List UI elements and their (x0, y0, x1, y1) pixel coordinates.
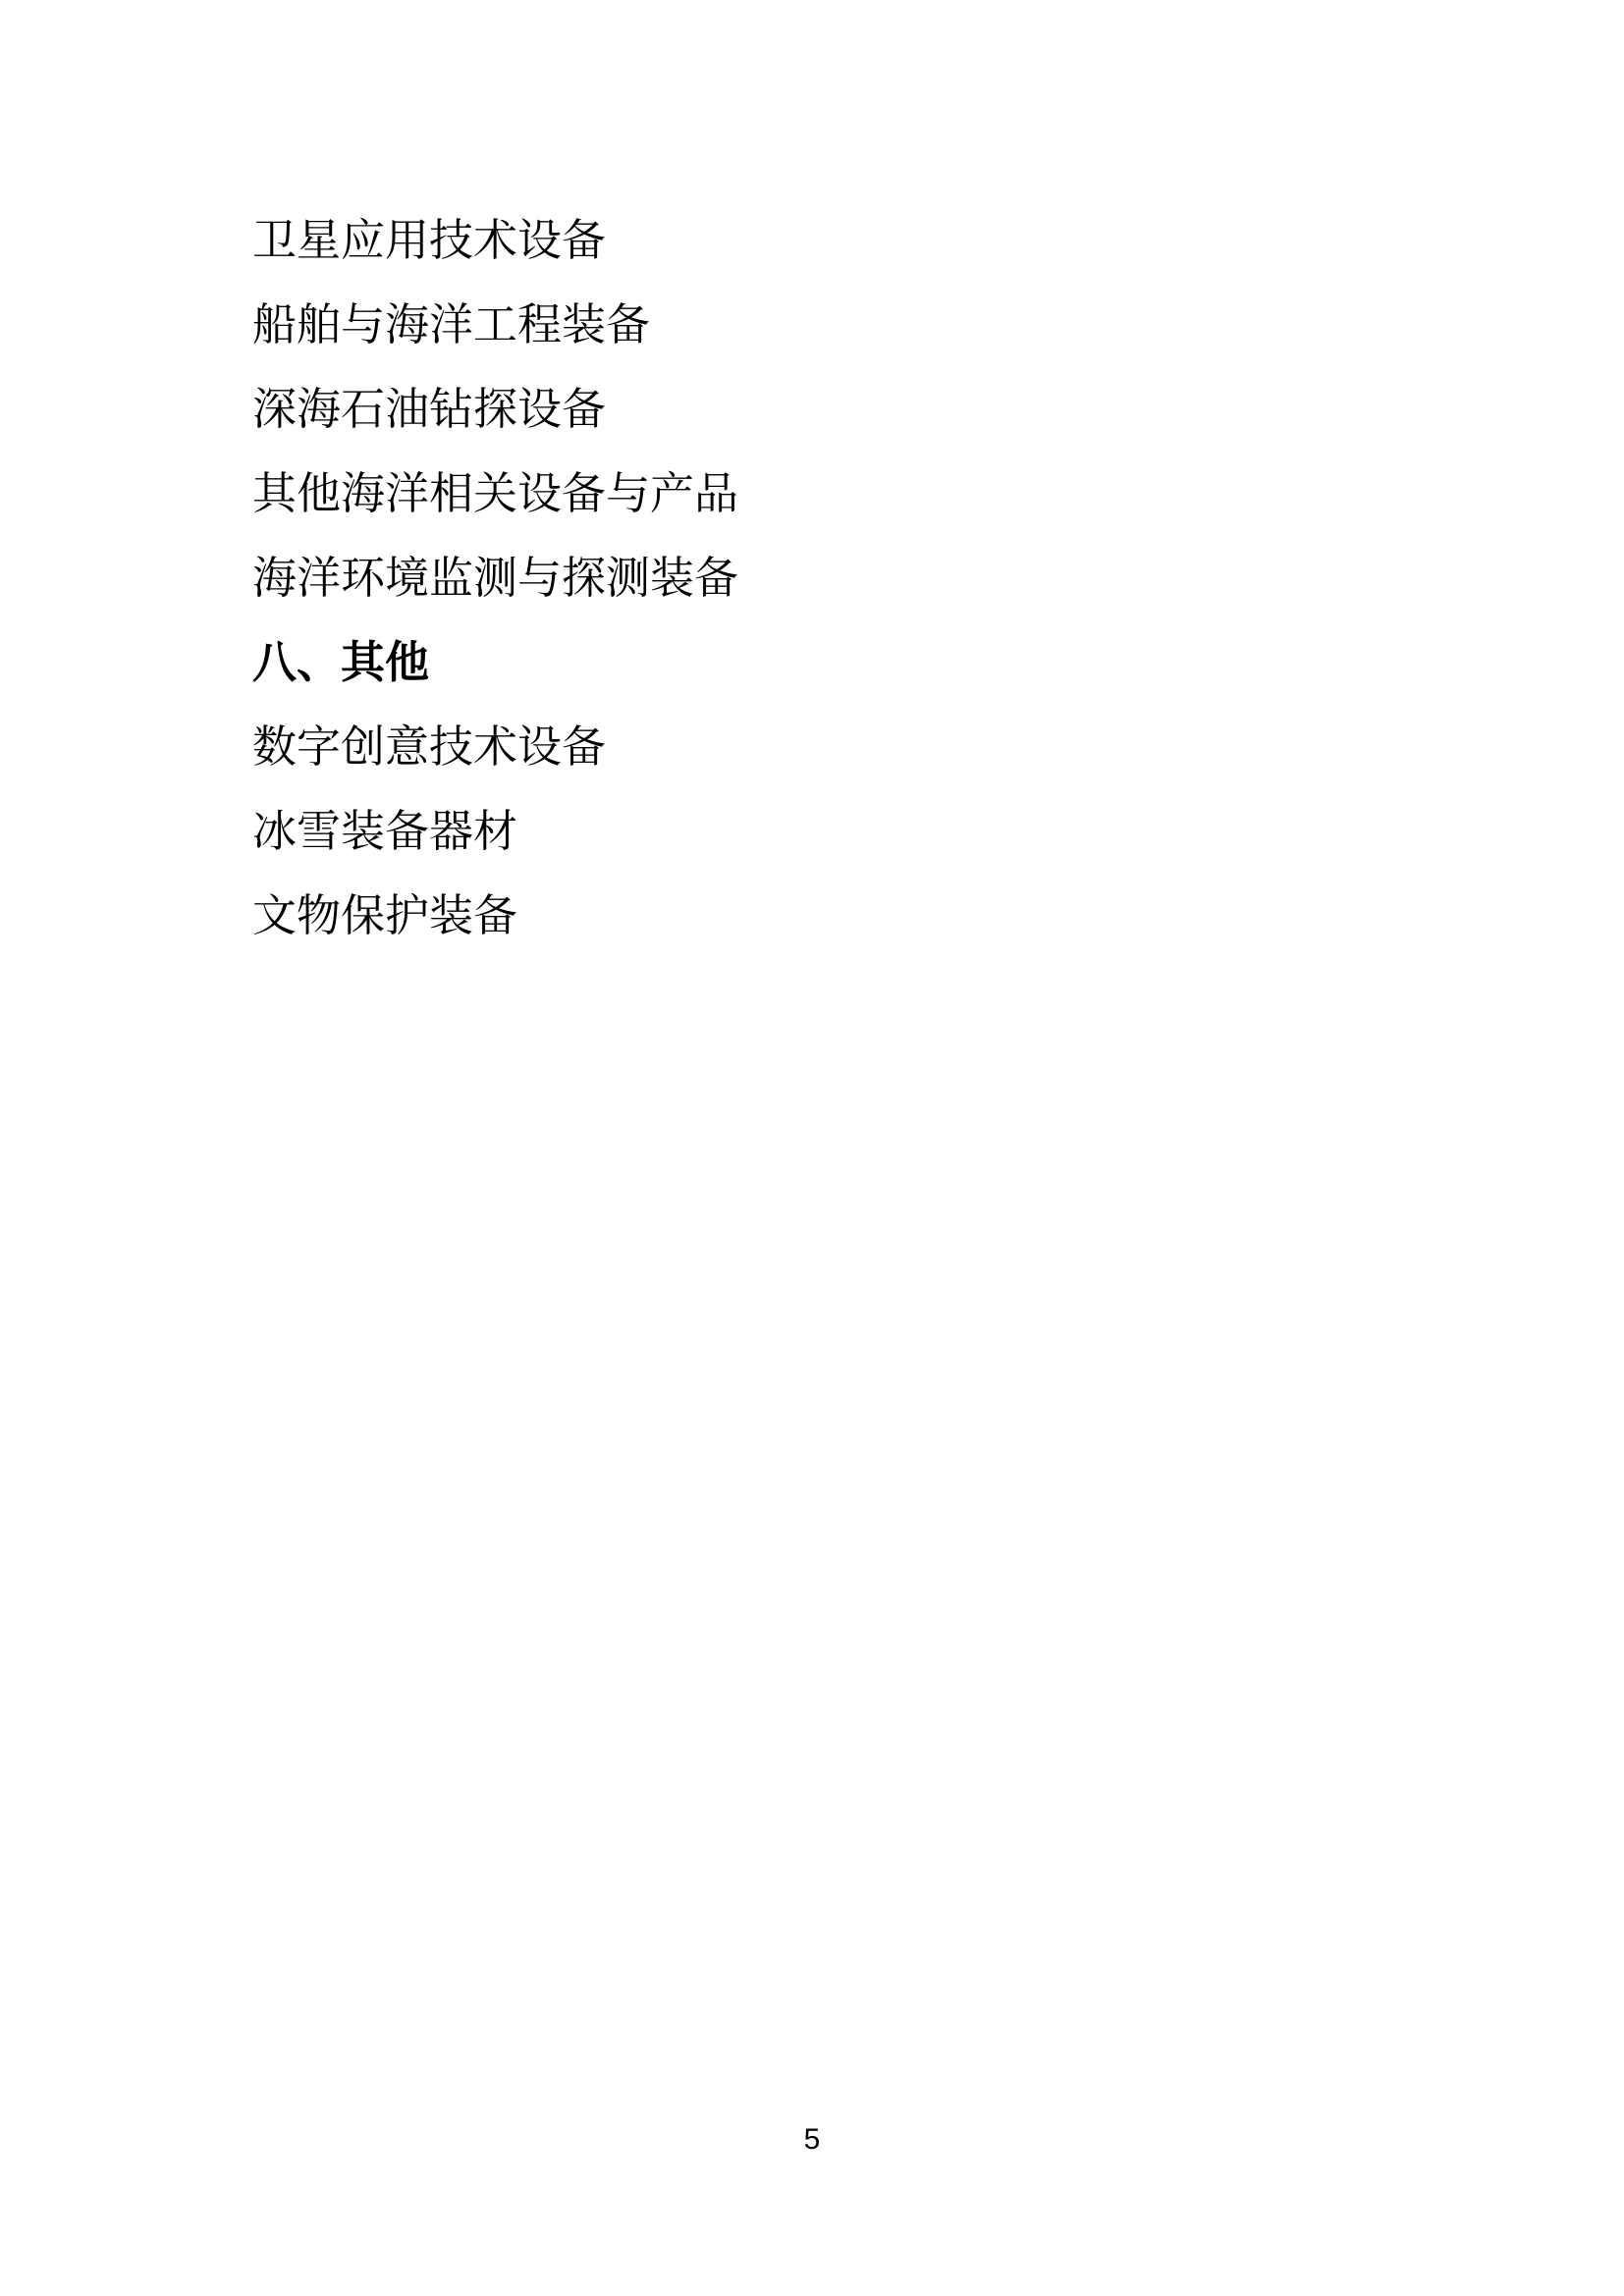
list-item-ship-and-marine-engineering-equipment: 船舶与海洋工程装备 (252, 300, 651, 349)
list-item-satellite-application-equipment: 卫星应用技术设备 (252, 216, 607, 265)
list-item-marine-environment-monitoring-equipment: 海洋环境监测与探测装备 (252, 554, 739, 603)
page-number: 5 (803, 2123, 821, 2156)
document-body (252, 198, 738, 958)
list-item-cultural-relics-protection-equipment: 文物保护装备 (252, 891, 518, 940)
list-item-ice-snow-equipment: 冰雪装备器材 (252, 807, 518, 856)
list-item-digital-creative-technology-equipment: 数字创意技术设备 (252, 722, 607, 772)
page-footer (0, 2122, 1624, 2158)
list-item-other-marine-equipment-and-products: 其他海洋相关设备与产品 (252, 469, 739, 518)
list-item-deep-sea-oil-drilling-equipment: 深海石油钻探设备 (252, 385, 607, 434)
section-heading-others: 八、其他 (252, 637, 430, 687)
